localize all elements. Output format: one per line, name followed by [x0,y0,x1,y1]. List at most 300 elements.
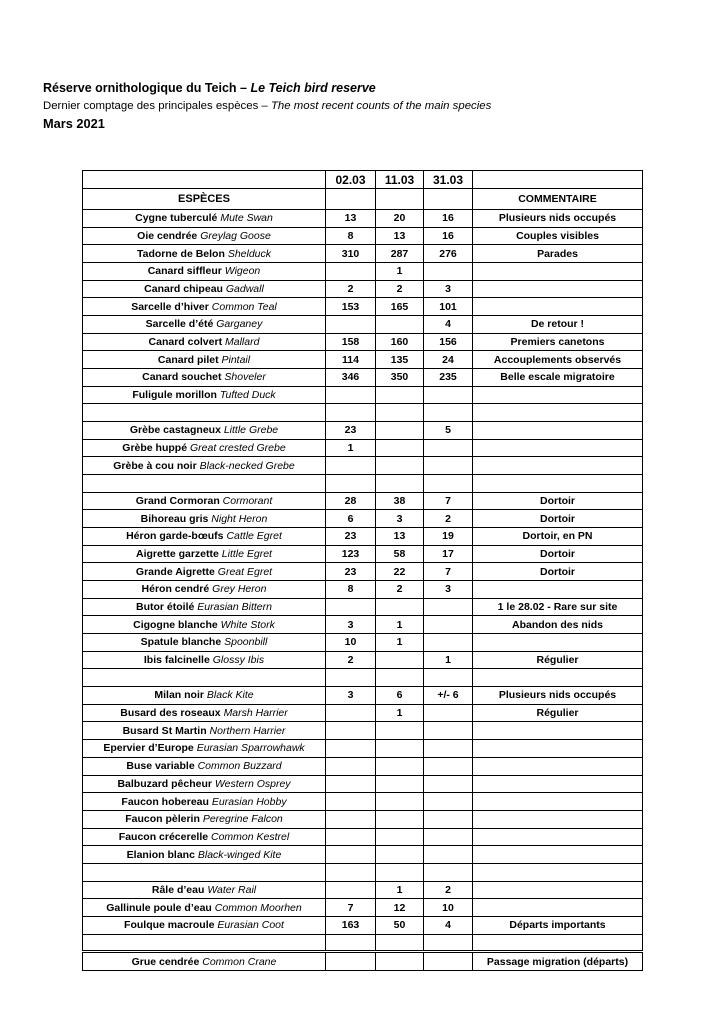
count-cell: 6 [326,510,376,528]
count-cell [376,810,424,828]
species-name-en: Wigeon [224,265,261,278]
species-name-en: Glossy Ibis [212,654,265,667]
species-row [83,687,643,705]
species-row [83,280,643,298]
count-cell: 153 [326,298,376,316]
count-cell: 156 [424,333,473,351]
species-name-en: Marsh Harrier [223,707,288,720]
count-cell [424,810,473,828]
count-cell [326,669,376,687]
count-cell [424,457,473,475]
count-cell [376,475,424,493]
count-cell: 160 [376,333,424,351]
species-row [83,210,643,228]
count-cell: +/- 6 [424,687,473,705]
species-row [83,846,643,864]
species-row [83,828,643,846]
species-row [83,616,643,634]
count-cell [326,598,376,616]
species-row [83,298,643,316]
count-cell [376,722,424,740]
count-cell: 158 [326,333,376,351]
comment-cell: Départs importants [473,916,643,934]
comment-cell [473,934,643,952]
count-cell [376,386,424,404]
count-cell: 1 [376,263,424,281]
count-cell [326,316,376,334]
comment-column-header: COMMENTAIRE [473,189,643,210]
species-name-en: Eurasian Bittern [197,601,272,614]
species-row [83,881,643,899]
species-row [83,386,643,404]
count-cell: 165 [376,298,424,316]
count-cell [424,404,473,422]
species-row [83,263,643,281]
species-cell [83,298,326,316]
count-cell [326,457,376,475]
species-name-fr: Râle d’eau [151,883,205,896]
species-name-fr: Foulque macroule [124,919,215,932]
blank-row [83,863,643,881]
count-cell: 2 [376,581,424,599]
count-cell: 7 [424,492,473,510]
count-cell [376,846,424,864]
species-row [83,740,643,758]
count-cell: 58 [376,545,424,563]
species-name-fr: Epervier d’Europe [103,742,194,755]
species-name-fr: Busard St Martin [122,724,207,737]
page-subtitle [43,99,491,113]
blank-header-cell [376,189,424,210]
count-cell [376,793,424,811]
count-cell [424,704,473,722]
comment-cell: Parades [473,245,643,263]
species-name-en: Tufted Duck [219,389,276,402]
blank-header-cell [83,171,326,189]
count-cell [376,598,424,616]
comment-cell [473,863,643,881]
comment-cell: Régulier [473,651,643,669]
species-name-en: Night Heron [211,512,268,525]
species-name-fr: Milan noir [154,689,204,702]
count-cell: 3 [326,687,376,705]
blank-header-cell [326,189,376,210]
species-name-fr: Canard siffleur [147,265,222,278]
blank-header-cell [424,189,473,210]
species-name-en: Spoonbill [224,636,268,649]
count-cell [326,881,376,899]
count-cell [376,952,424,971]
species-name-fr: Grue cendrée [131,955,200,968]
count-cell: 22 [376,563,424,581]
comment-cell: Régulier [473,704,643,722]
species-cell [83,704,326,722]
species-cell [83,598,326,616]
species-name-en: Peregrine Falcon [202,813,283,826]
comment-cell: Plusieurs nids occupés [473,687,643,705]
species-name-en: Garganey [216,318,263,331]
count-cell [326,775,376,793]
count-cell: 19 [424,528,473,546]
species-row [83,722,643,740]
species-row [83,581,643,599]
count-cell [424,740,473,758]
comment-cell: Premiers canetons [473,333,643,351]
count-cell [376,439,424,457]
count-cell: 135 [376,351,424,369]
count-cell [326,846,376,864]
species-cell [83,916,326,934]
species-row [83,227,643,245]
species-name-fr: Grèbe huppé [122,442,188,455]
count-cell [326,386,376,404]
comment-cell [473,263,643,281]
count-cell: 2 [424,510,473,528]
species-row [83,545,643,563]
count-cell: 4 [424,916,473,934]
count-cell: 20 [376,210,424,228]
species-cell [83,952,326,971]
species-name-en: Mute Swan [220,212,273,225]
count-cell [424,598,473,616]
count-cell [376,404,424,422]
comment-cell [473,775,643,793]
species-row [83,598,643,616]
count-cell: 8 [326,581,376,599]
count-cell: 23 [326,563,376,581]
species-row [83,369,643,387]
species-cell [83,828,326,846]
count-cell [424,722,473,740]
species-name-en: Common Moorhen [214,901,302,914]
species-name-en: Great crested Grebe [189,442,286,455]
comment-cell: Dortoir [473,545,643,563]
count-cell [326,757,376,775]
comment-cell [473,581,643,599]
species-name-en: Greylag Goose [200,230,271,242]
species-name-fr: Faucon hobereau [121,795,209,808]
comment-cell [473,881,643,899]
species-cell [83,386,326,404]
count-cell: 10 [424,899,473,917]
species-cell [83,545,326,563]
species-cell [83,245,326,263]
subtitle-french: Dernier comptage des principales espèces – [43,100,268,112]
comment-cell: 1 le 28.02 - Rare sur site [473,598,643,616]
species-name-en: Shoveler [224,371,266,384]
species-name-fr: Canard colvert [148,336,223,349]
blank-row [83,669,643,687]
count-cell: 13 [376,528,424,546]
species-name-en: Little Grebe [223,424,279,437]
count-cell [326,404,376,422]
species-name-fr: Butor étoilé [136,601,195,614]
species-cell [83,510,326,528]
species-name-fr: Buse variable [126,760,195,773]
count-cell [376,934,424,952]
species-cell [83,369,326,387]
species-name-en: Water Rail [207,883,257,896]
report-period: Mars 2021 [43,116,105,131]
species-name-fr: Faucon crécerelle [118,830,209,843]
count-cell [326,722,376,740]
comment-cell: Accouplements observés [473,351,643,369]
species-name-fr: Ibis falcinelle [143,654,210,667]
species-name-fr: Elanion blanc [126,848,195,861]
comment-cell [473,475,643,493]
species-name-en: Little Egret [221,548,272,561]
species-name-fr: Cygne tuberculé [135,212,218,225]
species-name-fr: Grèbe castagneux [129,424,221,437]
species-cell [83,316,326,334]
species-cell [83,563,326,581]
count-cell: 287 [376,245,424,263]
species-cell [83,881,326,899]
count-cell: 24 [424,351,473,369]
count-cell: 8 [326,227,376,245]
count-cell [326,475,376,493]
count-cell [424,669,473,687]
comment-cell [473,899,643,917]
count-cell [376,828,424,846]
species-name-fr: Spatule blanche [140,636,222,649]
count-cell: 1 [376,881,424,899]
count-cell [424,846,473,864]
count-cell: 114 [326,351,376,369]
count-cell [326,828,376,846]
species-name-en: Gadwall [225,283,264,296]
count-cell: 1 [376,616,424,634]
species-name-fr: Aigrette garzette [136,548,219,561]
species-row [83,651,643,669]
count-cell: 7 [326,899,376,917]
species-name-en: Northern Harrier [209,724,286,737]
date-header-row [83,171,643,189]
count-cell [326,952,376,971]
species-row [83,245,643,263]
species-cell [83,757,326,775]
count-cell: 13 [326,210,376,228]
species-cell [83,810,326,828]
count-cell [326,934,376,952]
date-column-header: 31.03 [424,171,473,189]
comment-cell [473,386,643,404]
date-column-header: 02.03 [326,171,376,189]
count-cell [424,475,473,493]
species-row [83,439,643,457]
species-row [83,952,643,971]
count-cell: 16 [424,210,473,228]
count-cell: 16 [424,227,473,245]
count-cell [424,263,473,281]
comment-cell [473,828,643,846]
count-cell [424,793,473,811]
count-cell: 3 [424,581,473,599]
blank-row [83,475,643,493]
comment-cell [473,439,643,457]
comment-cell [473,404,643,422]
count-cell [424,634,473,652]
comment-cell [473,280,643,298]
count-cell: 350 [376,369,424,387]
count-cell [376,757,424,775]
species-name-fr: Balbuzard pêcheur [117,777,212,790]
species-name-en: Eurasian Hobby [211,795,287,808]
count-cell: 38 [376,492,424,510]
count-cell: 2 [326,651,376,669]
species-row [83,563,643,581]
count-cell [376,651,424,669]
label-header-row [83,189,643,210]
comment-cell [473,422,643,440]
species-name-en: White Stork [220,618,275,631]
comment-cell [473,846,643,864]
date-column-header: 11.03 [376,171,424,189]
count-cell: 3 [376,510,424,528]
species-name-fr: Oie cendrée [137,230,198,242]
comment-cell: Dortoir [473,510,643,528]
species-name-fr: Canard souchet [142,371,222,384]
species-row [83,316,643,334]
species-cell [83,263,326,281]
subtitle-english: The most recent counts of the main species [270,100,492,112]
count-cell: 23 [326,528,376,546]
blank-header-cell [473,171,643,189]
blank-row [83,934,643,952]
count-cell [326,740,376,758]
species-name-fr: Bihoreau gris [140,512,209,525]
species-name-fr: Canard chipeau [144,283,223,296]
count-cell: 13 [376,227,424,245]
count-cell: 101 [424,298,473,316]
species-name-fr: Sarcelle d’été [145,318,214,331]
count-cell [326,793,376,811]
count-cell [424,863,473,881]
species-name-en: Great Egret [217,565,273,578]
count-cell: 28 [326,492,376,510]
count-cell [376,422,424,440]
count-cell [326,863,376,881]
species-row [83,510,643,528]
count-cell: 1 [326,439,376,457]
table-header [83,171,643,210]
species-name-fr: Faucon pèlerin [125,813,200,826]
count-cell: 123 [326,545,376,563]
page-title [43,81,376,95]
species-name-en: Common Crane [202,955,277,968]
comment-cell [473,634,643,652]
species-name-fr: Sarcelle d’hiver [131,300,209,313]
species-name-fr: Héron cendré [141,583,210,596]
species-name-en: Black Kite [206,689,254,702]
species-cell [83,210,326,228]
species-cell [83,333,326,351]
comment-cell [473,793,643,811]
species-row [83,775,643,793]
count-cell [424,775,473,793]
species-cell [83,475,326,493]
count-cell: 235 [424,369,473,387]
species-row [83,528,643,546]
comment-cell: Dortoir, en PN [473,528,643,546]
species-row [83,810,643,828]
species-name-en: Black-necked Grebe [199,459,295,472]
count-cell: 17 [424,545,473,563]
count-cell [326,810,376,828]
species-row [83,333,643,351]
title-english: Le Teich bird reserve [250,81,376,95]
count-cell: 2 [376,280,424,298]
comment-cell: Passage migration (départs) [473,952,643,971]
species-name-en: Mallard [225,336,260,349]
species-column-header: ESPÈCES [83,189,326,210]
species-row [83,916,643,934]
species-cell [83,227,326,245]
species-cell [83,492,326,510]
species-name-en: Black-winged Kite [197,848,282,861]
species-name-en: Western Osprey [214,777,291,790]
species-name-en: Cattle Egret [226,530,282,543]
species-name-fr: Busard des roseaux [120,707,221,720]
species-name-fr: Canard pilet [157,353,219,366]
species-row [83,351,643,369]
species-cell [83,651,326,669]
count-cell [424,757,473,775]
count-cell [376,775,424,793]
species-row [83,422,643,440]
table-body [83,210,643,971]
blank-row [83,404,643,422]
comment-cell: Dortoir [473,492,643,510]
species-row [83,704,643,722]
species-name-en: Pintail [221,353,251,366]
count-cell: 10 [326,634,376,652]
count-cell [424,616,473,634]
count-cell [376,740,424,758]
species-name-en: Shelduck [227,247,272,260]
comment-cell: Dortoir [473,563,643,581]
count-cell: 4 [424,316,473,334]
species-cell [83,899,326,917]
count-cell: 7 [424,563,473,581]
count-cell: 50 [376,916,424,934]
count-cell [424,439,473,457]
species-cell [83,616,326,634]
count-cell: 23 [326,422,376,440]
count-cell: 346 [326,369,376,387]
comment-cell: Abandon des nids [473,616,643,634]
species-name-en: Common Buzzard [197,760,282,773]
species-name-fr: Fuligule morillon [132,389,217,402]
species-cell [83,775,326,793]
species-row [83,492,643,510]
comment-cell [473,457,643,475]
species-cell [83,457,326,475]
comment-cell [473,722,643,740]
species-counts-table [82,170,643,971]
count-cell: 1 [376,634,424,652]
count-cell [424,828,473,846]
count-cell [376,457,424,475]
comment-cell: Plusieurs nids occupés [473,210,643,228]
species-cell [83,846,326,864]
count-cell [424,386,473,404]
count-cell: 1 [424,651,473,669]
species-cell [83,439,326,457]
species-name-en: Cormorant [222,495,273,508]
count-cell: 310 [326,245,376,263]
comment-cell [473,810,643,828]
